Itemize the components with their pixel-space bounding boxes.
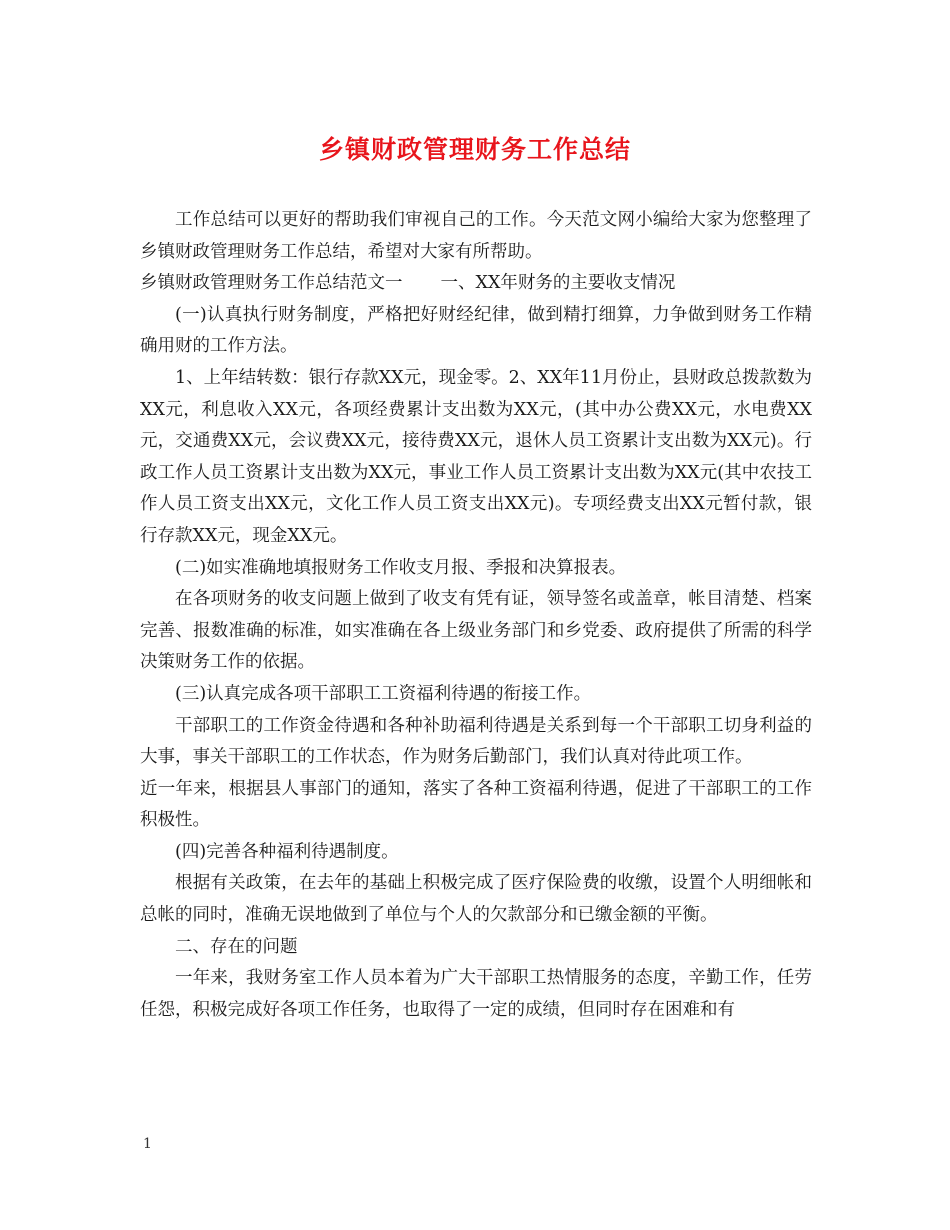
body-paragraph: (四)完善各种福利待遇制度。 <box>175 841 399 862</box>
intro-paragraph: 工作总结可以更好的帮助我们审视自己的工作。今天范文网小编给大家为您整理了乡镇财政管理财务工作总结，希望对大家有所帮助。 <box>140 210 812 262</box>
sample-heading-line <box>140 268 812 300</box>
body-paragraph: (二)如实准确地填报财务工作收支月报、季报和决算报表。 <box>175 557 627 578</box>
document-title: 乡镇财政管理财务工作总结 <box>318 135 631 164</box>
page-number: 1 <box>143 1136 152 1152</box>
body-paragraph: 干部职工的工作资金待遇和各种补助福利待遇是关系到每一个干部职工切身利益的大事，事关干部职工的工作状态，作为财务后勤部门，我们认真对待此项工作。 <box>140 715 812 768</box>
body-paragraph: 在各项财务的收支问题上做到了收支有凭有证，领导签名或盖章，帐目清楚、档案完善、报数准确的标准，如实准确在各上级业务部门和乡党委、政府提供了所需的科学决策财务工作的依据。 <box>140 589 812 673</box>
body-paragraph: (一)认真执行财务制度，严格把好财经纪律，做到精打细算，力争做到财务工作精确用财的工作方法。 <box>140 304 812 357</box>
document-body <box>140 205 812 1026</box>
body-paragraph: 根据有关政策，在去年的基础上积极完成了医疗保险费的收缴，设置个人明细帐和总帐的同时，准确无误地做到了单位与个人的欠款部分和已缴金额的平衡。 <box>140 873 812 926</box>
body-paragraph: 近一年来，根据县人事部门的通知，落实了各种工资福利待遇，促进了干部职工的工作积极性。 <box>140 778 812 831</box>
body-paragraph: 一年来，我财务室工作人员本着为广大干部职工热情服务的态度，辛勤工作，任劳任怨，积极完成好各项工作任务，也取得了一定的成绩，但同时存在困难和有 <box>140 968 812 1020</box>
section-heading: 二、存在的问题 <box>175 936 298 957</box>
body-paragraph: (三)认真完成各项干部职工工资福利待遇的衔接工作。 <box>175 683 592 704</box>
section-one-heading: 一、XX年财务的主要收支情况 <box>440 273 676 294</box>
body-paragraph: 1、上年结转数：银行存款XX元，现金零。2、XX年11月份止，县财政总拨款数为XX元，利息收入XX元，各项经费累计支出数为XX元，(其中办公费XX元，水电费XX元，交通费XX元，会议费XX元，接待费XX元，退休人员工资累计支出数为XX元)。行政工作人员工资累计支出数为XX元，事业工作人员工资累计支出数为XX元(其中农技工作人员工资支出XX元，文化工作人员工资支出XX元)。专项经费支出XX元暂付款，银行存款XX元，现金XX元。 <box>140 367 812 546</box>
sample-label: 乡镇财政管理财务工作总结范文一 <box>140 273 403 294</box>
